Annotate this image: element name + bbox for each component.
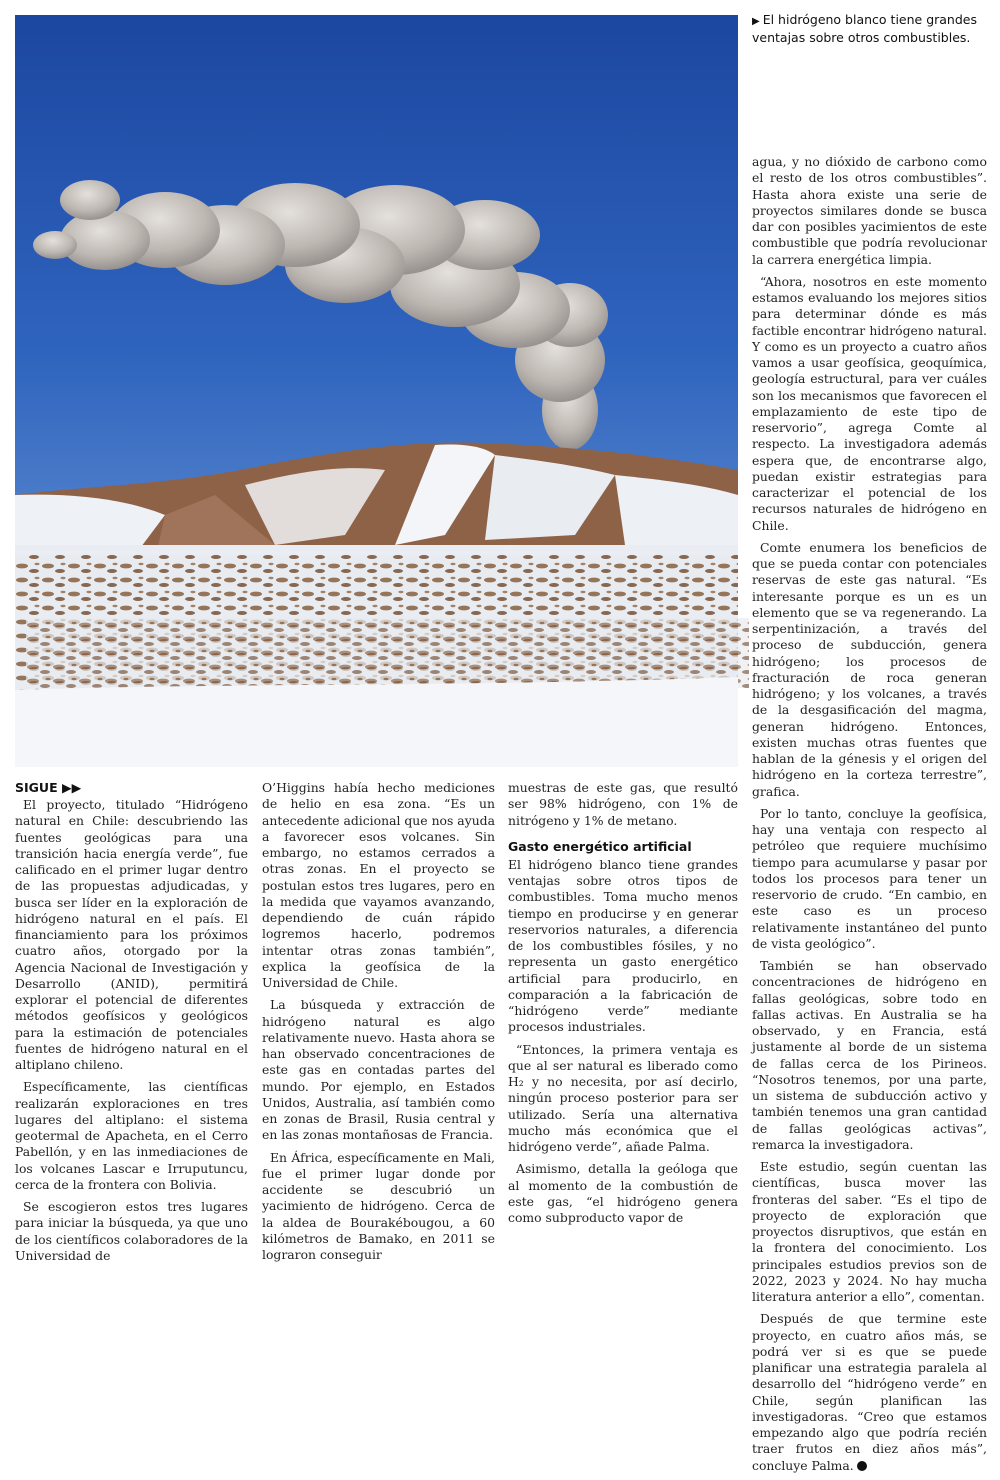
paragraph: O’Higgins había hecho mediciones de helio en esa zona. “Es un antecedente adicional que nos ayuda a favorecer esos volcanes. Sin embargo, no estamos cerrados a otras zonas. En el proyecto se postulan estos tres lugares, pero en la medida que vayamos avanzando, dependiendo de cuán rápido logremos hacerlo, podremos intentar otras zonas también”, explica la geofísica de la Universidad de Chile. (262, 780, 495, 990)
caption-text: El hidrógeno blanco tiene grandes ventajas sobre otros combustibles. (752, 12, 977, 45)
article-column-3 (508, 780, 738, 1232)
volcano-photo (15, 15, 738, 767)
volcano-plume-illustration (15, 15, 738, 767)
paragraph: La búsqueda y extracción de hidrógeno natural es algo relativamente nuevo. Hasta ahora se han observado concentraciones de este gas en contadas partes del mundo. Por ejemplo, en Estados Unidos, Australia, así también como en zonas de Brasil, Rusia central y en las zonas montañosas de Francia. (262, 997, 495, 1143)
photo-caption (752, 12, 987, 46)
paragraph: Se escogieron estos tres lugares para iniciar la búsqueda, ya que uno de los científicos colaboradores de la Universidad de (15, 1199, 248, 1263)
section-subhead: Gasto energético artificial (508, 838, 692, 854)
sigue-label: SIGUE ▶▶ (15, 780, 82, 795)
paragraph: Asimismo, detalla la geóloga que al momento de la combustión de este gas, “el hidrógeno genera como subproducto vapor de (508, 1161, 738, 1225)
paragraph-text: Después de que termine este proyecto, en cuatro años más, se podrá ver si es que se puede planificar una estrategia paralela al desarrollo del “hidrógeno verde” en Chile, según planifican las investigadoras. “Creo que estamos empezando algo que podría recién traer frutos en diez años más”, concluye Palma. (752, 1311, 987, 1473)
paragraph: “Entonces, la primera ventaja es que al ser natural es liberado como H₂ y no necesita, por así decirlo, ningún proceso posterior para ser utilizado. Sería una alternativa mucho más económica que el hidrógeno verde”, añade Palma. (508, 1041, 738, 1154)
paragraph: Comte enumera los beneficios de que se pueda contar con potenciales reservas de este gas natural. “Es interesante porque es un es un elemento que se va regenerando. La serpentinización, a través del proceso de subducción, genera hidrógeno; los procesos de fracturación de roca generan hidrógeno; y los volcanes, a través de la desgasificación del magma, generan hidrógeno. Entonces, existen muchas otras fuentes que hablan de la génesis y el origen del hidrógeno en la corteza terrestre”, grafica. (752, 539, 987, 799)
paragraph: muestras de este gas, que resultó ser 98% hidrógeno, con 1% de nitrógeno y 1% de metano. (508, 780, 738, 828)
paragraph: El hidrógeno blanco tiene grandes ventajas sobre otros tipos de combustibles. Toma mucho menos tiempo en producirse y en generar reservorios naturales, a diferencia de los combustibles fósiles, y no representa un gasto energético artificial para producirlo, en comparación a la fabricación de “hidrógeno verde” mediante procesos industriales. (508, 856, 738, 1035)
paragraph: El proyecto, titulado “Hidrógeno natural en Chile: descubriendo las fuentes geológicas para una transición hacia energía verde”, fue calificado en el primer lugar dentro de las propuestas adjudicadas, y busca ser líder en la exploración de hidrógeno natural en el país. El financiamiento para los próximos cuatro años, otorgado por la Agencia Nacional de Investigación y Desarrollo (ANID), permitirá explorar el potencial de diferentes métodos geofísicos y geológicos para la estimación de potenciales fuentes de hidrógeno natural en el altiplano chileno. (15, 797, 248, 1072)
paragraph: También se han observado concentraciones de hidrógeno en fallas geológicas, sobre todo en fallas activas. En Australia se ha observado, y en Francia, está justamente al borde de un sistema de fallas cerca de los Pirineos. “Nosotros tenemos, por una parte, un sistema de subducción activo y también tenemos una gran cantidad de fallas geológicas activas”, remarca la investigadora. (752, 958, 987, 1152)
paragraph: En África, específicamente en Mali, fue el primer lugar donde por accidente se descubrió un yacimiento de hidrógeno. Cerca de la aldea de Bourakébougou, a 60 kilómetros de Bamako, en 2011 se lograron conseguir (262, 1149, 495, 1262)
paragraph: agua, y no dióxido de carbono como el resto de los otros combustibles”. Hasta ahora existe una serie de proyectos similares donde se busca dar con posibles yacimientos de este combustible que podría revolucionar la carrera energética limpia. (752, 154, 987, 267)
caption-arrow-icon: ▶ (752, 16, 760, 27)
paragraph: Específicamente, las científicas realizarán exploraciones en tres lugares del altiplano: el sistema geotermal de Apacheta, en el Cerro Pabellón, y en las inmediaciones de los volcanes Lascar e Irruputuncu, cerca de la frontera con Bolivia. (15, 1079, 248, 1192)
article-column-4 (752, 154, 987, 1480)
final-paragraph (752, 1311, 987, 1474)
paragraph: Por lo tanto, concluye la geofísica, hay una ventaja con respecto al petróleo que requiere muchísimo tiempo para acumularse y pasar por todos los procesos para tener un reservorio de crudo. “En cambio, en este caso es un proceso relativamente instantáneo del punto de vista geológico”. (752, 805, 987, 951)
article-column-2 (262, 780, 495, 1269)
end-mark-icon (857, 1461, 867, 1471)
paragraph: “Ahora, nosotros en este momento estamos evaluando los mejores sitios para determinar dónde es más factible encontrar hidrógeno natural. Y como es un proyecto a cuatro años vamos a usar geofísica, geoquímica, geología estructural, para ver cuáles son los mecanismos que favorecen el emplazamiento de este tipo de reservorio”, agrega Comte al respecto. La investigadora además espera que, de encontrarse algo, puedan existir estrategias para caracterizar el potencial de los recursos naturales de hidrógeno en Chile. (752, 273, 987, 533)
paragraph: Este estudio, según cuentan las científicas, busca mover las fronteras del saber. “Es el tipo de proyecto de exploración que proyectos disruptivos, que están en la frontera del conocimiento. Los principales estudios previos son de 2022, 2023 y 2024. No hay mucha literatura anterior a ello”, comentan. (752, 1159, 987, 1304)
article-column-1 (15, 780, 248, 1270)
